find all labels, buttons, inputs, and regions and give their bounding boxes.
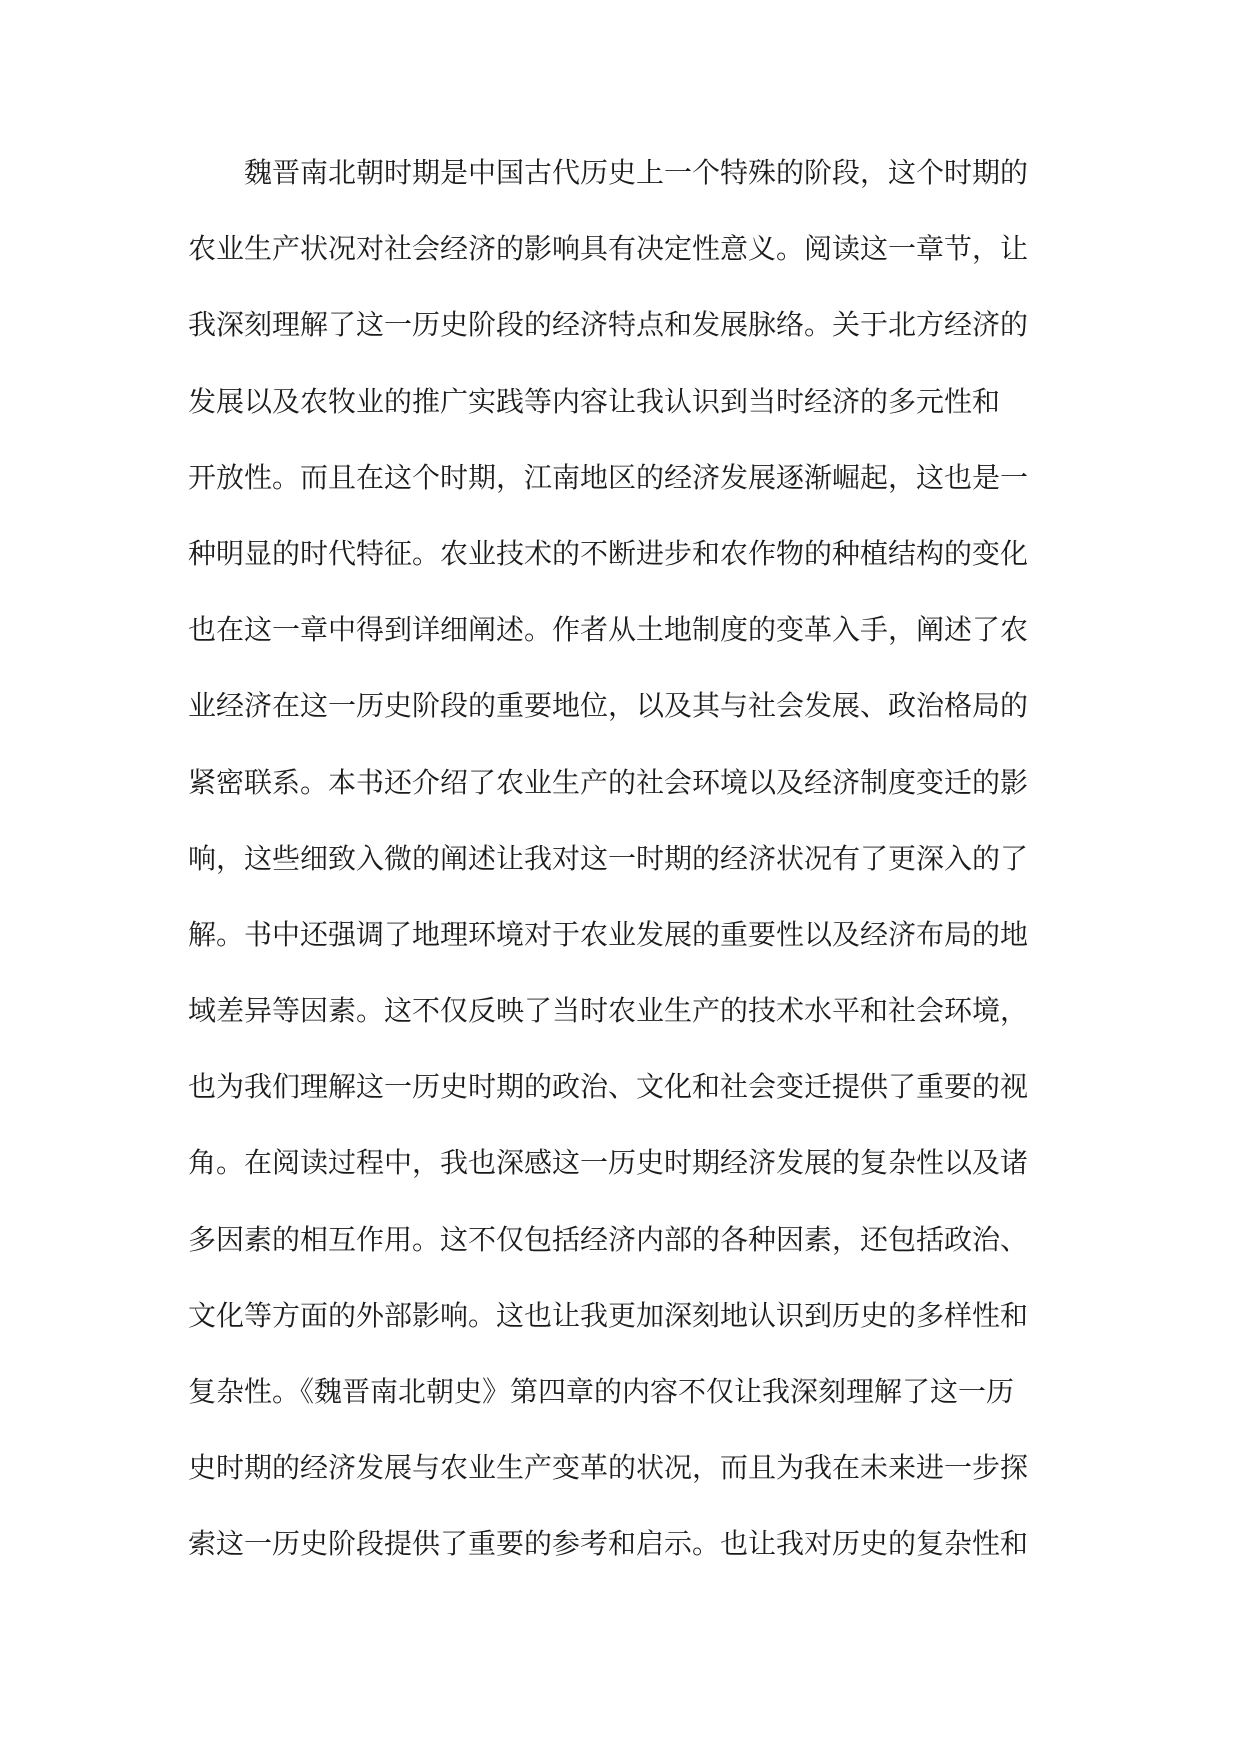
text-line: 开放性。而且在这个时期，江南地区的经济发展逐渐崛起，这也是一 — [188, 460, 1029, 494]
text-line: 史时期的经济发展与农业生产变革的状况，而且为我在未来进一步探 — [188, 1451, 1029, 1485]
text-line: 复杂性。《魏晋南北朝史》第四章的内容不仅让我深刻理解了这一历 — [188, 1375, 1015, 1408]
text-line: 文化等方面的外部影响。这也让我更加深刻地认识到历史的多样性和 — [188, 1298, 1029, 1332]
text-line: 域差异等因素。这不仅反映了当时农业生产的技术水平和社会环境， — [188, 994, 1029, 1028]
text-line: 也为我们理解这一历史时期的政治、文化和社会变迁提供了重要的视 — [188, 1070, 1029, 1104]
text-line: 响，这些细致入微的阐述让我对这一时期的经济状况有了更深入的了 — [188, 841, 1029, 875]
text-line: 解。书中还强调了地理环境对于农业发展的重要性以及经济布局的地 — [188, 917, 1029, 951]
text-line: 紧密联系。本书还介绍了农业生产的社会环境以及经济制度变迁的影 — [188, 765, 1029, 799]
text-line: 我深刻理解了这一历史阶段的经济特点和发展脉络。关于北方经济的 — [188, 308, 1029, 342]
text-line: 种明显的时代特征。农业技术的不断进步和农作物的种植结构的变化 — [188, 536, 1029, 570]
text-line: 索这一历史阶段提供了重要的参考和启示。也让我对历史的复杂性和 — [188, 1527, 1029, 1561]
text-line: 角。在阅读过程中，我也深感这一历史时期经济发展的复杂性以及诸 — [188, 1146, 1029, 1180]
text-line: 业经济在这一历史阶段的重要地位，以及其与社会发展、政治格局的 — [188, 689, 1029, 723]
text-line: 魏晋南北朝时期是中国古代历史上一个特殊的阶段，这个时期的 — [244, 156, 1029, 189]
text-line: 农业生产状况对社会经济的影响具有决定性意义。阅读这一章节，让 — [188, 232, 1029, 266]
body-paragraph — [188, 146, 1068, 1594]
text-line: 也在这一章中得到详细阐述。作者从土地制度的变革入手，阐述了农 — [188, 613, 1029, 647]
text-line: 发展以及农牧业的推广实践等内容让我认识到当时经济的多元性和 — [188, 384, 1001, 418]
text-line: 多因素的相互作用。这不仅包括经济内部的各种因素，还包括政治、 — [188, 1222, 1029, 1256]
